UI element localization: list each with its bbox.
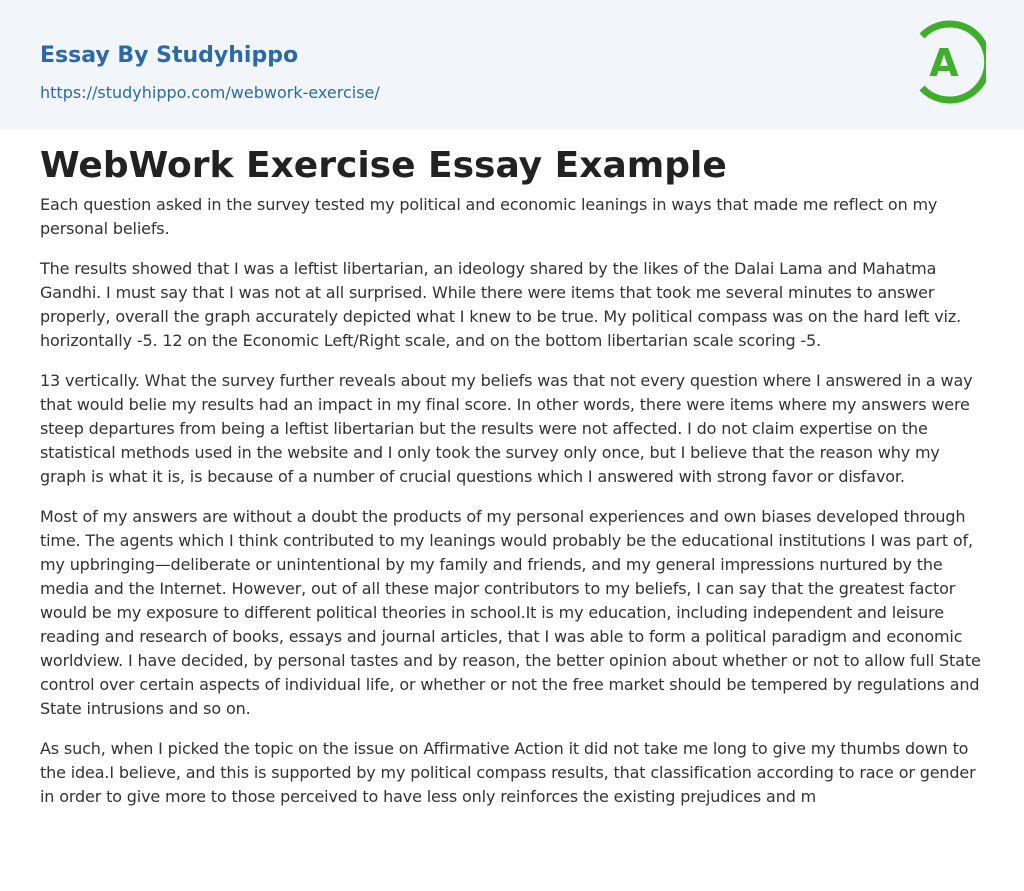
essay-paragraph: Each question asked in the survey tested my political and economic leanings in ways that made me reflect on my personal beliefs. [40,195,938,238]
brand-title[interactable]: Essay By Studyhippo [40,43,299,68]
essay-content [0,129,1024,809]
source-url-link[interactable]: https://studyhippo.com/webwork-exercise/ [40,83,380,102]
essay-paragraph: Most of my answers are without a doubt the products of my personal experiences and own biases developed through time. The agents which I think contributed to my leanings would probably be the educational institutions I was part of, my upbringing—deliberate or unintentional by my family and friends, and my general impressions nurtured by the media and the Internet. However, out of all these major contributors to my beliefs, I can say that the greatest factor would be my exposure to different political theories in school.It is my education, including independent and leisure reading and research of books, essays and journal articles, that I was able to form a political paradigm and economic worldview. I have decided, by personal tastes and by reason, the better opinion about whether or not to allow full State control over certain aspects of individual life, or whether or not the free market should be tempered by regulations and State intrusions and so on. [40,507,981,718]
studyhippo-logo-icon[interactable] [914,18,986,106]
logo-letter: A [929,41,959,85]
essay-paragraph: As such, when I picked the topic on the issue on Affirmative Action it did not take me long to give my thumbs down to the idea.I believe, and this is supported by my political compass results, that classification according to race or gender in order to give more to those perceived to have less only reinforces the existing prejudices and m [40,739,976,806]
essay-paragraph: The results showed that I was a leftist libertarian, an ideology shared by the likes of the Dalai Lama and Mahatma Gandhi. I must say that I was not at all surprised. While there were items that took me several minutes to answer properly, overall the graph accurately depicted what I knew to be true. My political compass was on the hard left viz. horizontally -5. 12 on the Economic Left/Right scale, and on the bottom libertarian scale scoring -5. [40,259,962,350]
page-title: WebWork Exercise Essay Example [40,145,727,186]
essay-paragraph: 13 vertically. What the survey further reveals about my beliefs was that not every question where I answered in a way that would belie my results had an impact in my final score. In other words, there were items where my answers were steep departures from being a leftist libertarian but the results were not affected. I do not claim expertise on the statistical methods used in the website and I only took the survey only once, but I believe that the reason why my graph is what it is, is because of a number of crucial questions which I answered with strong favor or disfavor. [40,371,973,486]
site-header [0,0,1024,129]
